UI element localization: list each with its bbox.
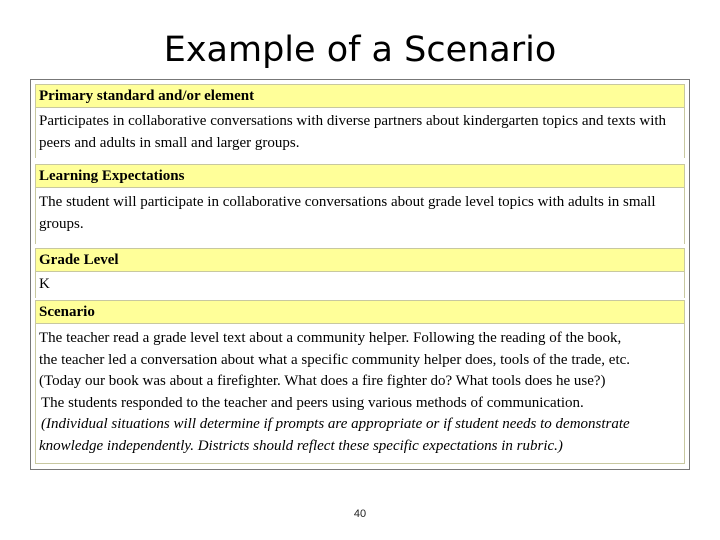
scenario-line-italic: knowledge independently. Districts should reflect these specific expectations in rubric.) bbox=[39, 437, 563, 454]
grade-level-body: K bbox=[35, 272, 685, 298]
primary-standard-body: Participates in collaborative conversations with diverse partners about kindergarten topics and texts with peers and adults in small and larger groups. bbox=[35, 108, 685, 158]
scenario-table bbox=[30, 79, 690, 470]
learning-expectations-header: Learning Expectations bbox=[35, 164, 685, 188]
scenario-line-italic: (Individual situations will determine if prompts are appropriate or if student needs to demonstrate bbox=[41, 416, 630, 432]
scenario-line: The students responded to the teacher and peers using various methods of communication. bbox=[41, 394, 584, 411]
grade-level-header: Grade Level bbox=[35, 248, 685, 272]
scenario-header: Scenario bbox=[35, 300, 685, 324]
primary-standard-header: Primary standard and/or element bbox=[35, 84, 685, 108]
scenario-line: (Today our book was about a firefighter. What does a fire fighter do? What tools does he use?) bbox=[39, 373, 606, 389]
learning-expectations-body: The student will participate in collaborative conversations about grade level topics with adults in small groups. bbox=[35, 188, 685, 244]
scenario-body bbox=[35, 324, 685, 464]
scenario-line: The teacher read a grade level text about a community helper. Following the reading of the book, bbox=[39, 330, 622, 346]
page-number: 40 bbox=[353, 508, 367, 520]
slide-title: Example of a Scenario bbox=[163, 30, 557, 70]
scenario-line: the teacher led a conversation about what a specific community helper does, tools of the trade, etc. bbox=[39, 351, 631, 368]
